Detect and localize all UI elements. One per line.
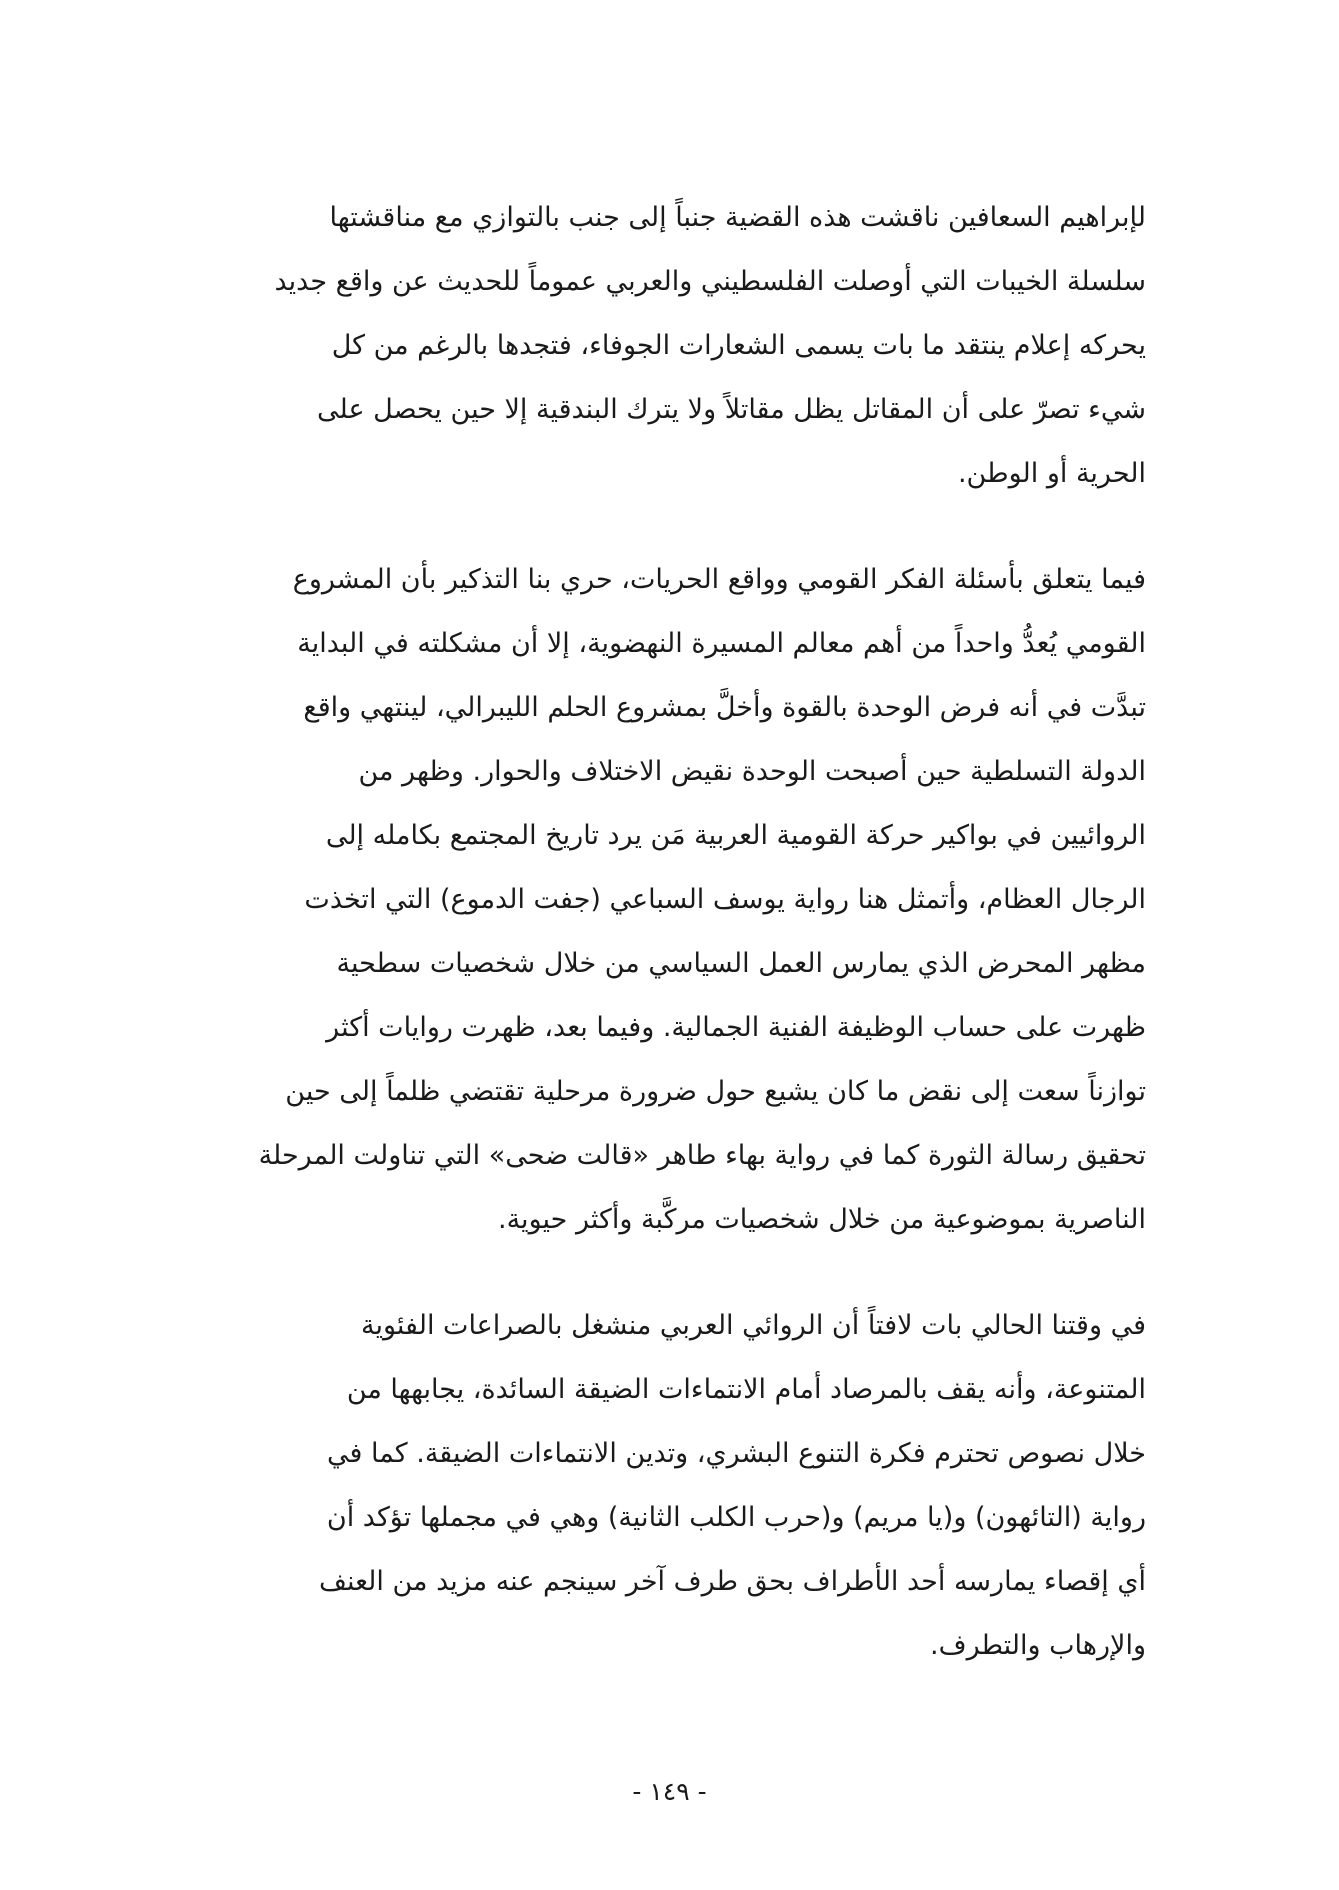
text-line: الناصرية بموضوعية من خلال شخصيات مركَّبة وأكثر حيوية. <box>498 1204 1146 1235</box>
text-line: فيما يتعلق بأسئلة الفكر القومي وواقع الحريات، حري بنا التذكير بأن المشروع <box>292 564 1146 595</box>
text-line: لإبراهيم السعافين ناقشت هذه القضية جنباً إلى جنب بالتوازي مع مناقشتها <box>329 202 1146 233</box>
text-line: خلال نصوص تحترم فكرة التنوع البشري، وتدين الانتماءات الضيقة. كما في <box>326 1438 1146 1469</box>
text-line: القومي يُعدُّ واحداً من أهم معالم المسيرة النهضوية، إلا أن مشكلته في البداية <box>297 628 1146 659</box>
text-line: الدولة التسلطية حين أصبحت الوحدة نقيض الاختلاف والحوار. وظهر من <box>358 756 1146 787</box>
text-line: الحرية أو الوطن. <box>957 458 1146 489</box>
text-line: والإرهاب والتطرف. <box>930 1630 1146 1661</box>
text-line: تحقيق رسالة الثورة كما في رواية بهاء طاهر «قالت ضحى» التي تناولت المرحلة <box>258 1140 1146 1171</box>
text-line: سلسلة الخيبات التي أوصلت الفلسطيني والعربي عموماً للحديث عن واقع جديد <box>274 266 1146 297</box>
text-line: يحركه إعلام ينتقد ما بات يسمى الشعارات الجوفاء، فتجدها بالرغم من كل <box>331 330 1146 361</box>
page-number: - ١٤٩ - <box>632 1777 707 1806</box>
text-line: رواية (التائهون) و(يا مريم) و(حرب الكلب الثانية) وهي في مجملها تؤكد أن <box>326 1502 1146 1533</box>
text-line: في وقتنا الحالي بات لافتاً أن الروائي العربي منشغل بالصراعات الفئوية <box>360 1310 1146 1341</box>
text-line: ظهرت على حساب الوظيفة الفنية الجمالية. وفيما بعد، ظهرت روايات أكثر <box>326 1012 1146 1043</box>
text-line: أي إقصاء يمارسه أحد الأطراف بحق طرف آخر سينجم عنه مزيد من العنف <box>319 1566 1146 1597</box>
text-line: المتنوعة، وأنه يقف بالمرصاد أمام الانتماءات الضيقة السائدة، يجابهها من <box>346 1374 1146 1405</box>
text-line: تبدَّت في أنه فرض الوحدة بالقوة وأخلَّ بمشروع الحلم الليبرالي، لينتهي واقع <box>303 692 1146 723</box>
text-line: الرجال العظام، وأتمثل هنا رواية يوسف السباعي (جفت الدموع) التي اتخذت <box>304 884 1146 915</box>
text-line: توازناً سعت إلى نقض ما كان يشيع حول ضرورة مرحلية تقتضي ظلماً إلى حين <box>285 1076 1146 1107</box>
text-line: الروائيين في بواكير حركة القومية العربية مَن يرد تاريخ المجتمع بكامله إلى <box>325 820 1146 851</box>
text-line: شيء تصرّ على أن المقاتل يظل مقاتلاً ولا يترك البندقية إلا حين يحصل على <box>317 394 1146 425</box>
text-line: مظهر المحرض الذي يمارس العمل السياسي من خلال شخصيات سطحية <box>336 948 1146 979</box>
